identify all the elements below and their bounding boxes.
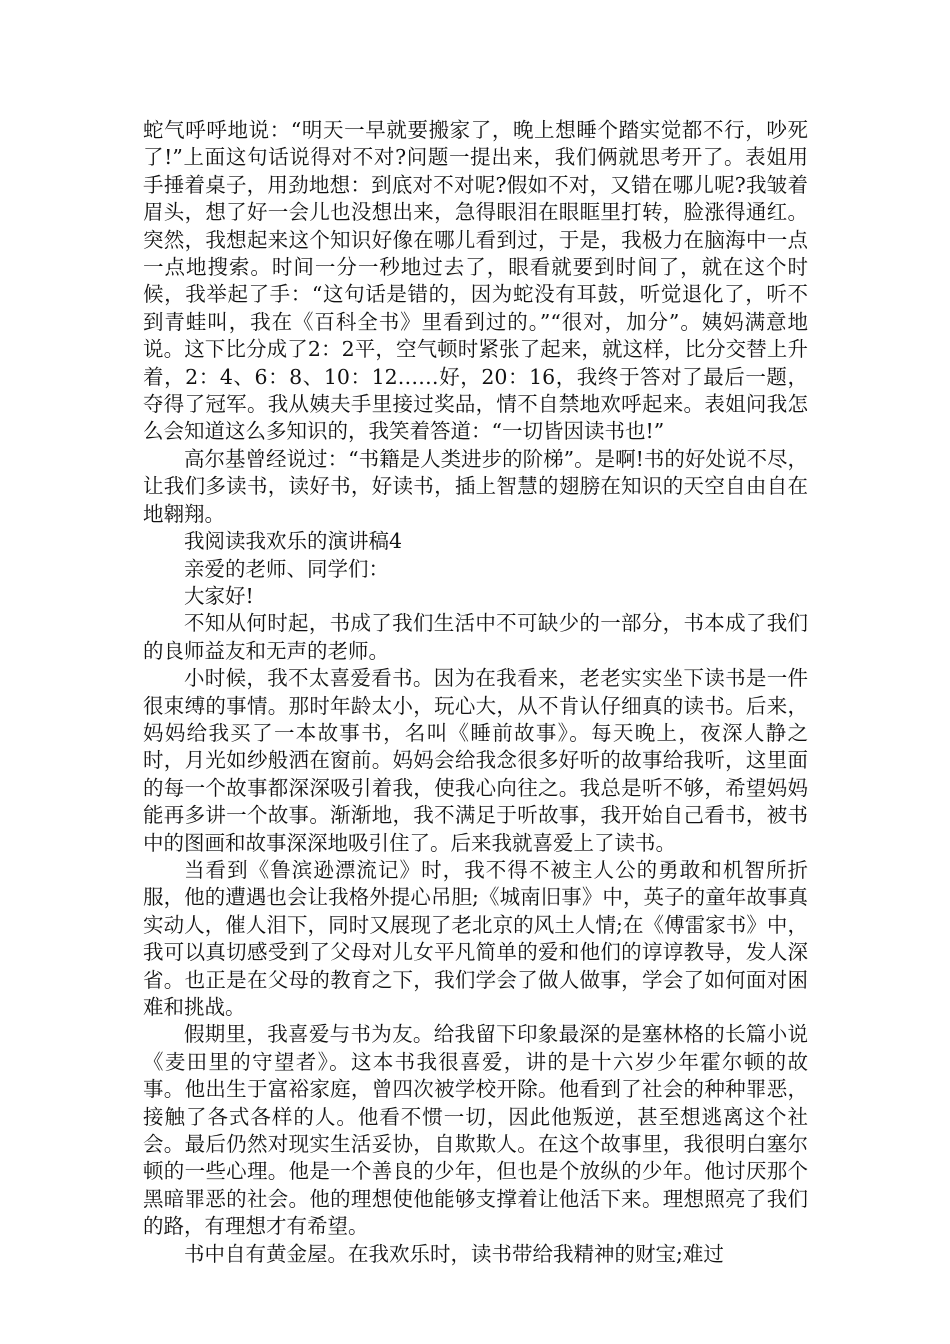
document-body <box>143 117 808 1268</box>
paragraph-childhood: 小时候，我不太喜爱看书。因为在我看来，老老实实坐下读书是一件很束缚的事情。那时年龄太小，玩心大，从不肯认仔细真的读书。后来，妈妈给我买了一本故事书，名叫《睡前故事》。每天晚上，夜深人静之时，月光如纱般洒在窗前。妈妈会给我念很多好听的故事给我听，这里面的每一个故事都深深吸引着我，使我心向往之。我总是听不够，希望妈妈能再多讲一个故事。渐渐地，我不满足于听故事，我开始自己看书，被书中的图画和故事深深地吸引住了。后来我就喜爱上了读书。 <box>143 666 808 855</box>
paragraph-gorky-quote: 高尔基曾经说过：“书籍是人类进步的阶梯”。是啊!书的好处说不尽，让我们多读书，读好书，好读书，插上智慧的翅膀在知识的天空自由自在地翱翔。 <box>143 446 808 526</box>
paragraph-classics: 当看到《鲁滨逊漂流记》时，我不得不被主人公的勇敢和机智所折服，他的遭遇也会让我格外提心吊胆;《城南旧事》中，英子的童年故事真实动人，催人泪下，同时又展现了老北京的风土人情;在《傅雷家书》中，我可以真切感受到了父母对儿女平凡简单的爱和他们的谆谆教导，发人深省。也正是在父母的教育之下，我们学会了做人做事，学会了如何面对困难和挑战。 <box>143 857 808 1019</box>
paragraph-golden-house: 书中自有黄金屋。在我欢乐时，读书带给我精神的财宝;难过 <box>184 1241 724 1266</box>
paragraph-intro: 不知从何时起，书成了我们生活中不可缺少的一部分，书本成了我们的良师益友和无声的老师。 <box>143 611 808 663</box>
paragraph-catcher-in-the-rye: 假期里，我喜爱与书为友。给我留下印象最深的是塞林格的长篇小说《麦田里的守望者》。这本书我很喜爱，讲的是十六岁少年霍尔顿的故事。他出生于富裕家庭，曾四次被学校开除。他看到了社会的种种罪恶，接触了各式各样的人。他看不惯一切，因此他叛逆，甚至想逃离这个社会。最后仍然对现实生活妥协，自欺欺人。在这个故事里，我很明白塞尔顿的一些心理。他是一个善良的少年，但也是个放纵的少年。他讨厌那个黑暗罪恶的社会。他的理想使他能够支撑着让他活下来。理想照亮了我们的路，有理想才有希望。 <box>143 1022 808 1239</box>
salutation: 亲爱的老师、同学们： <box>184 556 389 581</box>
paragraph-story-ending: 蛇气呼呼地说：“明天一早就要搬家了，晚上想睡个踏实觉都不行，吵死了!”上面这句话说得对不对?问题一提出来，我们俩就思考开了。表姐用手捶着桌子，用劲地想：到底对不对呢?假如不对，又错在哪儿呢?我皱着眉头，想了好一会儿也没想出来，急得眼泪在眼眶里打转，脸涨得通红。突然，我想起来这个知识好像在哪儿看到过，于是，我极力在脑海中一点一点地搜索。时间一分一秒地过去了，眼看就要到时间了，就在这个时候，我举起了手：“这句话是错的，因为蛇没有耳鼓，听觉退化了，听不到青蛙叫，我在《百科全书》里看到过的。”“很对，加分”。姨妈满意地说。这下比分成了2：2平，空气顿时紧张了起来，就这样，比分交替上升着，2：4、6：8、10：12……好，20：16，我终于答对了最后一题，夺得了冠军。我从姨夫手里接过奖品，情不自禁地欢呼起来。表姐问我怎么会知道这么多知识的，我笑着答道：“一切皆因读书也!” <box>143 118 808 444</box>
speech-title: 我阅读我欢乐的演讲稿4 <box>184 529 403 554</box>
greeting: 大家好! <box>184 583 254 608</box>
